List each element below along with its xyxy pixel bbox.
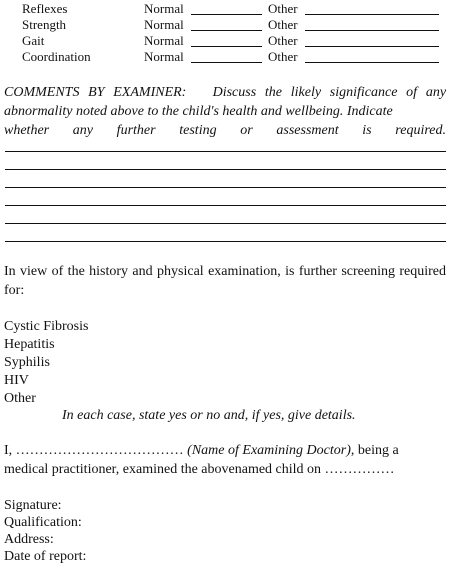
screening-item-hiv: HIV [4, 373, 29, 388]
screening-question: In view of the history and physical examination, is further screening required for: [4, 264, 446, 298]
signature-label: Signature: [4, 498, 62, 513]
normal-label: Normal [144, 17, 184, 32]
comment-line[interactable] [5, 223, 446, 224]
screening-item-hepatitis: Hepatitis [4, 337, 55, 352]
comments-last-line: whether any further testing or assessment is required. [4, 123, 446, 138]
screening-item-other: Other [4, 391, 36, 406]
date-of-report-label: Date of report: [4, 549, 87, 564]
comment-line[interactable] [5, 169, 446, 170]
comments-text: Discuss the likely significance of any abnormality noted above to the child's health and wellbeing. Indicate [4, 85, 447, 119]
other-label: Other [268, 17, 298, 32]
other-blank-line[interactable] [305, 46, 439, 47]
comment-line[interactable] [5, 205, 446, 206]
row-label: Strength [22, 17, 67, 32]
declaration-line-2: medical practitioner, examined the abovenamed child on …………… [4, 462, 395, 477]
row-label: Gait [22, 33, 45, 48]
declaration-suffix: , being a [350, 443, 399, 458]
coordination-row [0, 48, 450, 65]
row-label: Coordination [22, 49, 91, 64]
other-blank-line[interactable] [305, 30, 439, 31]
normal-blank-line[interactable] [191, 62, 262, 63]
screening-item-syphilis: Syphilis [4, 355, 50, 370]
declaration-prefix: I, ……………………………… [4, 443, 188, 458]
normal-label: Normal [144, 1, 184, 16]
other-label: Other [268, 33, 298, 48]
screening-item-cystic-fibrosis: Cystic Fibrosis [4, 319, 89, 334]
comment-line[interactable] [5, 241, 446, 242]
strength-row [0, 16, 450, 33]
other-label: Other [268, 49, 298, 64]
normal-label: Normal [144, 33, 184, 48]
address-label: Address: [4, 532, 54, 547]
declaration-line-1 [4, 441, 446, 460]
comments-heading: COMMENTS BY EXAMINER: [4, 85, 187, 100]
normal-blank-line[interactable] [191, 46, 262, 47]
other-blank-line[interactable] [305, 62, 439, 63]
normal-blank-line[interactable] [191, 30, 262, 31]
row-label: Reflexes [22, 1, 68, 16]
comment-line[interactable] [5, 151, 446, 152]
gait-row [0, 32, 450, 49]
examining-doctor-note: (Name of Examining Doctor) [187, 443, 351, 458]
reflexes-row [0, 0, 450, 17]
examiner-comments-instructions [4, 83, 446, 140]
comment-line[interactable] [5, 187, 446, 188]
qualification-label: Qualification: [4, 515, 82, 530]
normal-label: Normal [144, 49, 184, 64]
screening-instruction: In each case, state yes or no and, if yes, give details. [62, 408, 356, 423]
other-blank-line[interactable] [305, 14, 439, 15]
normal-blank-line[interactable] [191, 14, 262, 15]
other-label: Other [268, 1, 298, 16]
